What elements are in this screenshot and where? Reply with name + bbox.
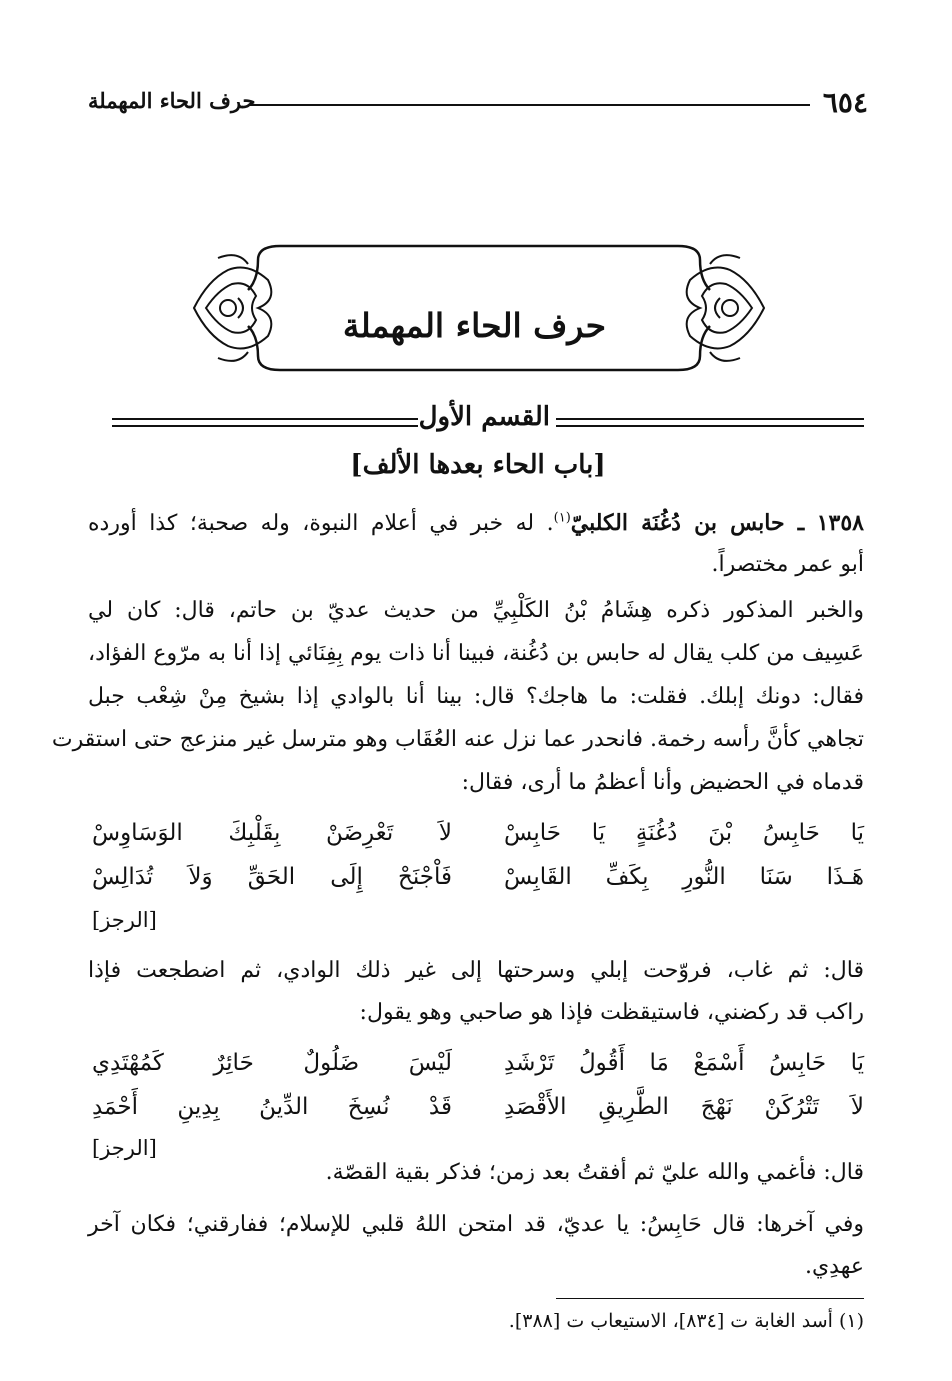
paragraph-line: تجاهي كأنَّ رأسه رخمة. فانحدر عما نزل عنه العُقَاب وهو مترسل غير منزعج حتى استقرت (51, 727, 864, 752)
verse-hemistich-second: فَاْجْنَحْ إِلَى الحَقِّ وَلاَ تُدَالِسْ (92, 864, 452, 890)
verse-hemistich-first: لاَ تَتْرُكَنْ نَهْجَ الطَّرِيقِ الأَقْصَدِ (504, 1094, 864, 1120)
verse-hemistich-first: يَا حَابِسُ أَسْمَعْ مَا أَقُولُ تَرْشَدِ (504, 1050, 864, 1076)
paragraph-line: قال: ثم غاب، فروّحت إبلي وسرحتها إلى غير ذلك الوادي، ثم اضطجعت فإذا (88, 958, 864, 983)
chapter-subtitle: [باب الحاء بعدها الألف] (350, 450, 606, 480)
header-rule (250, 104, 810, 106)
paragraph-line: عَسِيف من كلب يقال له حابس بن دُغُنة، فبينا أنا ذات يوم بِفِنَائي إذا أنا به مرّوع الفؤاد، (88, 641, 864, 666)
footnote-ref: (١) (553, 510, 571, 526)
entry-text: . له خبر في أعلام النبوة، وله صحبة؛ كذا أورده (88, 511, 554, 536)
section-rule-left (112, 418, 418, 427)
verse-hemistich-first: يَا حَابِسُ بْنَ دُغُنَةٍ يَا حَابِسْ (504, 820, 864, 846)
running-title: حرف الحاء المهملة (88, 88, 256, 113)
entry-number: ١٣٥٨ (816, 510, 864, 536)
verse-hemistich-second: لَيْسَ ضَلُولٌ حَائِرٌ كَمُهْتَدِي (92, 1050, 452, 1076)
paragraph-line: فقال: دونك إبلك. فقلت: ما هاجك؟ قال: بينا أنا بالوادي إذا بشيخ مِنْ شِعْب جبل (88, 684, 864, 709)
page-number: ٦٥٤ (822, 86, 868, 119)
verse-hemistich-second: لاَ تَعْرِضَنْ بِقَلْبِكَ الوَسَاوِسْ (92, 820, 452, 846)
meter-label: [الرجز] (92, 908, 157, 932)
footnote-rule (556, 1298, 864, 1299)
chapter-title: حرف الحاء المهملة (342, 306, 606, 345)
section-rule-right (556, 418, 864, 427)
entry-line-1 (88, 510, 864, 536)
entry-name: ـ حابس بن دُغُنَة الكلبيّ (570, 510, 805, 536)
verse-hemistich-second: قَدْ نُسِخَ الدِّينُ بِدِينِ أَحْمَدِ (92, 1094, 452, 1120)
footnote: (١) أسد الغابة ت [٨٣٤]، الاستيعاب ت [٣٨٨]. (508, 1310, 864, 1332)
meter-label: [الرجز] (92, 1136, 157, 1160)
paragraph-line: قال: فأغمي والله عليّ ثم أفقتُ بعد زمن؛ فذكر بقية القصّة. (325, 1160, 864, 1185)
paragraph-line: راكب قد ركضني، فاستيقظت فإذا هو صاحبي وهو يقول: (359, 1000, 864, 1025)
right-ornament-icon (687, 255, 764, 361)
paragraph-line: عهدِي. (804, 1254, 864, 1279)
left-ornament-icon (194, 255, 271, 361)
paragraph-line: وفي آخرها: قال حَابِسُ: يا عديّ، قد امتحن اللهُ قلبي للإسلام؛ ففارقني؛ فكان آخر (88, 1212, 864, 1237)
paragraph-line: والخبر المذكور ذكره هِشَامُ بْنُ الكَلْبِيِّ من حديث عديّ بن حاتم، قال: كان لي (88, 598, 864, 623)
paragraph-line: قدماه في الحضيض وأنا أعظمُ ما أرى، فقال: (461, 770, 864, 795)
verse-hemistich-first: هَـذَا سَنَا النُّورِ بِكَفِّ القَابِسْ (504, 864, 864, 890)
section-title: القسم الأول (418, 402, 550, 432)
entry-line-2: أبو عمر مختصراً. (711, 552, 864, 577)
